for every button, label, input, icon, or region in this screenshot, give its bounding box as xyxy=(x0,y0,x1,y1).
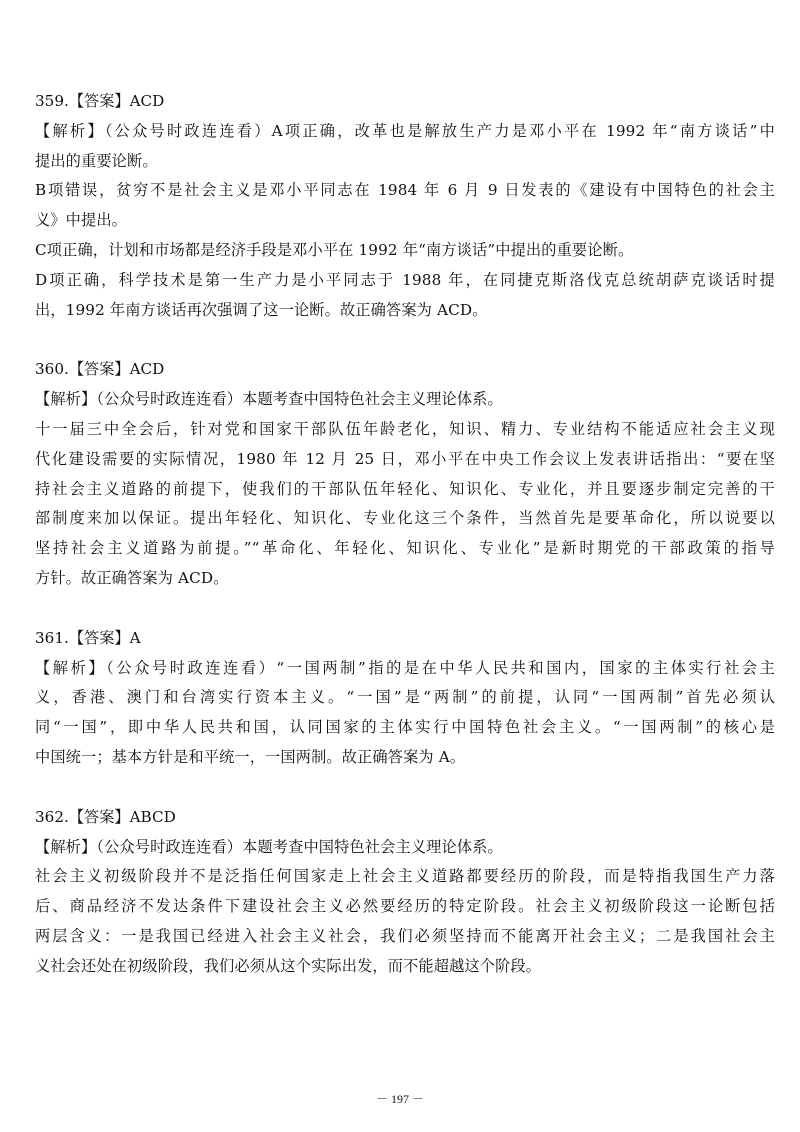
analysis-line: 提出的重要论断。 xyxy=(35,151,158,170)
analysis-line: 持社会主义道路的前提下，使我们的干部队伍年轻化、知识化、专业化，并且要逐步制定完善的干 xyxy=(35,479,775,498)
analysis-line: C项正确，计划和市场都是经济手段是邓小平在 1992 年“南方谈话”中提出的重要论断。 xyxy=(35,240,634,259)
analysis-line: 中国统一；基本方针是和平统一，一国两制。故正确答案为 A。 xyxy=(35,747,466,766)
analysis-line: 方针。故正确答案为 ACD。 xyxy=(35,568,229,587)
analysis-line: 义，香港、澳门和台湾实行资本主义。“一国”是“两制”的前提，认同“一国两制”首先必须认 xyxy=(35,688,775,707)
question-362 xyxy=(35,803,775,982)
analysis-line: 代化建设需要的实际情况，1980 年 12 月 25 日，邓小平在中央工作会议上发表讲话指出：“要在坚 xyxy=(35,449,775,468)
question-359 xyxy=(35,87,775,325)
analysis-line: 两层含义：一是我国已经进入社会主义社会，我们必须坚持而不能离开社会主义；二是我国社会主 xyxy=(35,926,775,945)
page-number: － 197 － xyxy=(375,1092,424,1106)
answer-header: 362.【答案】ABCD xyxy=(35,807,176,826)
answer-header: 360.【答案】ACD xyxy=(35,360,165,379)
document-page xyxy=(35,87,775,1012)
analysis-line: 出，1992 年南方谈话再次强调了这一论断。故正确答案为 ACD。 xyxy=(35,300,488,319)
analysis-line: 【解析】（公众号时政连连看）“一国两制”指的是在中华人民共和国内，国家的主体实行社会主 xyxy=(35,658,775,677)
analysis-line: 【解析】（公众号时政连连看）本题考查中国特色社会主义理论体系。 xyxy=(35,837,503,856)
analysis-line: 十一届三中全会后，针对党和国家干部队伍年龄老化，知识、精力、专业结构不能适应社会主义现 xyxy=(35,419,775,438)
analysis-line: 义》中提出。 xyxy=(35,211,128,230)
analysis-line: D项正确，科学技术是第一生产力是小平同志于 1988 年，在同捷克斯洛伐克总统胡萨克谈话时提 xyxy=(35,270,775,289)
answer-header: 359.【答案】ACD xyxy=(35,92,165,110)
analysis-line: 坚持社会主义道路为前提。”“革命化、年轻化、知识化、专业化”是新时期党的干部政策的指导 xyxy=(35,539,775,558)
analysis-line: 同“一国”，即中华人民共和国，认同国家的主体实行中国特色社会主义。“一国两制”的核心是 xyxy=(35,718,775,737)
analysis-line: 义社会还处在初级阶段，我们必须从这个实际出发，而不能超越这个阶段。 xyxy=(35,956,542,975)
question-360 xyxy=(35,355,775,593)
analysis-line: 部制度来加以保证。提出年轻化、知识化、专业化这三个条件，当然首先是要革命化，所以说要以 xyxy=(35,509,775,528)
analysis-line: 社会主义初级阶段并不是泛指任何国家走上社会主义道路都要经历的阶段，而是特指我国生产力落 xyxy=(35,867,775,886)
analysis-line: 【解析】（公众号时政连连看）本题考查中国特色社会主义理论体系。 xyxy=(35,390,503,409)
answer-header: 361.【答案】A xyxy=(35,628,141,647)
analysis-line: 后、商品经济不发达条件下建设社会主义必然要经历的特定阶段。社会主义初级阶段这一论断包括 xyxy=(35,897,775,916)
question-361 xyxy=(35,624,775,773)
analysis-line: 【解析】（公众号时政连连看）A项正确，改革也是解放生产力是邓小平在 1992 年“南方谈话”中 xyxy=(35,121,775,140)
analysis-line: B项错误，贫穷不是社会主义是邓小平同志在 1984 年 6 月 9 日发表的《建设有中国特色的社会主 xyxy=(35,181,775,200)
